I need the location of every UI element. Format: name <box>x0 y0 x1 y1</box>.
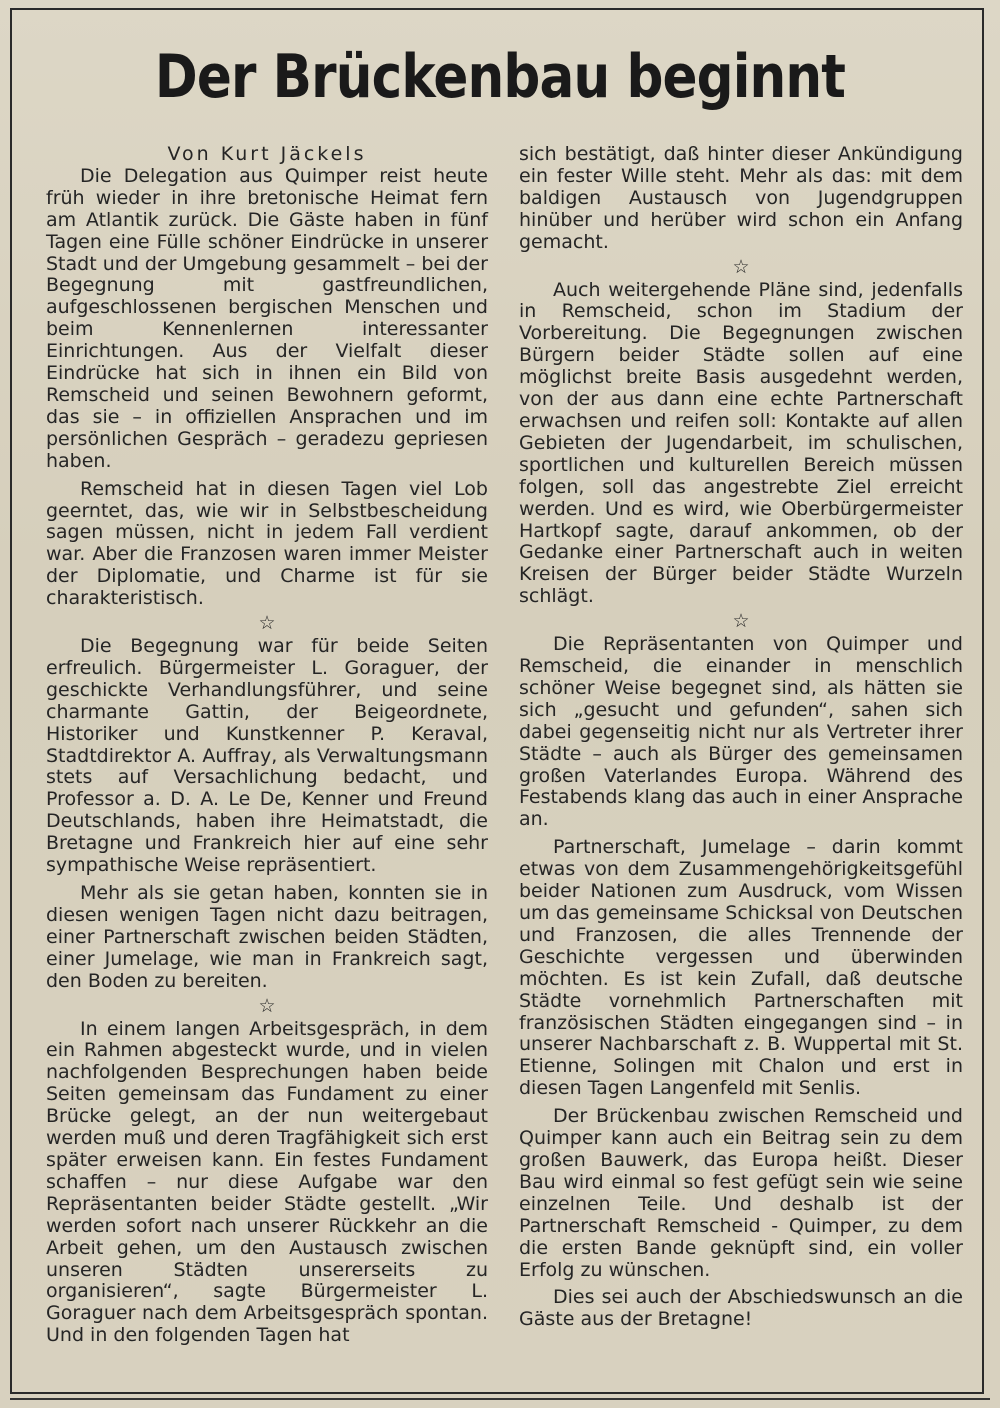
right-column <box>519 144 963 1331</box>
paragraph: sich bestätigt, daß hinter dieser Ankündigung ein fester Wille steht. Mehr als das: mit dem baldigen Austausch von Jugendgruppen hinüber und herüber wird schon ein Anfang gemacht. <box>519 143 963 253</box>
star-separator-icon: ☆ <box>258 612 276 635</box>
paragraph: Mehr als sie getan haben, konnten sie in diesen wenigen Tagen nicht dazu beitragen, einer Partnerschaft zwischen beiden Städten, einer Jumelage, wie man in Frankreich sagt, den Boden zu bereiten. <box>46 882 488 992</box>
paragraph: Die Delegation aus Quimper reist heute früh wieder in ihre bretonische Heimat fern am Atlantik zurück. Die Gäste haben in fünf Tagen eine Fülle schöner Eindrücke in unserer Stadt und der Umgebung gesammelt – bei der Begegnung mit gastfreundlichen, aufgeschlossenen bergischen Menschen und beim Kennenlernen interessanter Einrichtungen. Aus der Vielfalt dieser Eindrücke hat sich in ihnen ein Bild von Remscheid und seinen Bewohnern geformt, das sie – in offiziellen Ansprachen und im persönlichen Gespräch – geradezu gepriesen haben. <box>46 164 488 472</box>
paragraph: Die Begegnung war für beide Seiten erfreulich. Bürgermeister L. Goraguer, der geschickte Verhandlungsführer, und seine charmante Gattin, der Beigeordnete, Historiker und Kunstkenner P. Keraval, Stadtdirektor A. Auffray, als Verwaltungsmann stets auf Versachlichung bedacht, und Professor a. D. A. Le De, Kenner und Freund Deutschlands, haben ihre Heimatstadt, die Bretagne und Frankreich hier auf eine sehr sympathische Weise repräsentiert. <box>46 635 488 877</box>
paragraph: Der Brückenbau zwischen Remscheid und Quimper kann auch ein Beitrag sein zu dem großen Bauwerk, das Europa heißt. Dieser Bau wird einmal so fest gefügt sein wie seine einzelnen Teile. Und deshalb ist der Partnerschaft Remscheid - Quimper, zu dem die ersten Bande geknüpft sind, ein voller Erfolg zu wünschen. <box>519 1105 963 1281</box>
paragraph: Die Repräsentanten von Quimper und Remscheid, die einander in menschlich schöner Weise begegnet sind, als hätten sie sich „gesucht und gefunden“, sahen sich dabei gegenseitig nicht nur als Vertreter ihrer Städte – auch als Bürger des gemeinsamen großen Vaterlandes Europa. Während des Festabends klang das auch in einer Ansprache an. <box>519 633 963 831</box>
byline: Von Kurt Jäckels <box>167 143 367 165</box>
paragraph: Remscheid hat in diesen Tagen viel Lob geerntet, das, wie wir in Selbstbescheidung sagen müssen, nicht in jedem Fall verdient war. Aber die Franzosen waren immer Meister der Diplomatie, und Charme ist für sie charakteristisch. <box>46 477 488 610</box>
star-separator-icon: ☆ <box>732 610 750 633</box>
star-separator-icon: ☆ <box>732 255 750 278</box>
left-column <box>46 144 488 1347</box>
headline: Der Brückenbau beginnt <box>154 42 846 112</box>
paragraph: Dies sei auch der Abschiedswunsch an die Gäste aus der Bretagne! <box>519 1286 963 1331</box>
paragraph: Auch weitergehende Pläne sind, jedenfalls in Remscheid, schon im Stadium der Vorbereitung. Die Begegnungen zwischen Bürgern beider Städte sollen auf eine möglichst breite Basis ausgedehnt werden, von der aus dann eine echte Partnerschaft erwachsen und reifen soll: Kontakte auf allen Gebieten der Jugendarbeit, im schulischen, sportlichen und kulturellen Bereich müssen folgen, soll das angestrebte Ziel erreicht werden. Und es wird, wie Oberbürgermeister Hartkopf sagte, darauf ankommen, ob der Gedanke einer Partnerschaft auch in weiten Kreisen der Bürger beider Städte Wurzeln schlägt. <box>519 278 963 608</box>
bottom-rule <box>10 1398 990 1400</box>
paragraph: Partnerschaft, Jumelage – darin kommt etwas von dem Zusammengehörigkeitsgefühl beider Nationen zum Ausdruck, vom Wissen um das gemeinsame Schicksal von Deutschen und Franzosen, die alles Trennende der Geschichte vergessen und überwinden möchten. Es ist kein Zufall, daß deutsche Städte vornehmlich Partnerschaften mit französischen Städten eingegangen sind – in unserer Nachbarschaft z. B. Wuppertal mit St. Etienne, Solingen mit Chalon und erst in diesen Tagen Langenfeld mit Senlis. <box>519 836 963 1100</box>
paragraph: In einem langen Arbeitsgespräch, in dem ein Rahmen abgesteckt wurde, und in vielen nachfolgenden Besprechungen haben beide Seiten gemeinsam das Fundament zu einer Brücke gelegt, an der nun weitergebaut werden muß und deren Tragfähigkeit sich erst später erweisen kann. Ein festes Fundament schaffen – nur diese Aufgabe war den Repräsentanten beider Städte gestellt. „Wir werden sofort nach unserer Rückkehr an die Arbeit gehen, um den Austausch zwischen unseren Städten unsererseits zu organisieren“, sagte Bürgermeister L. Goraguer nach dem Arbeitsgespräch spontan. Und in den folgenden Tagen hat <box>46 1017 488 1347</box>
star-separator-icon: ☆ <box>258 994 276 1017</box>
